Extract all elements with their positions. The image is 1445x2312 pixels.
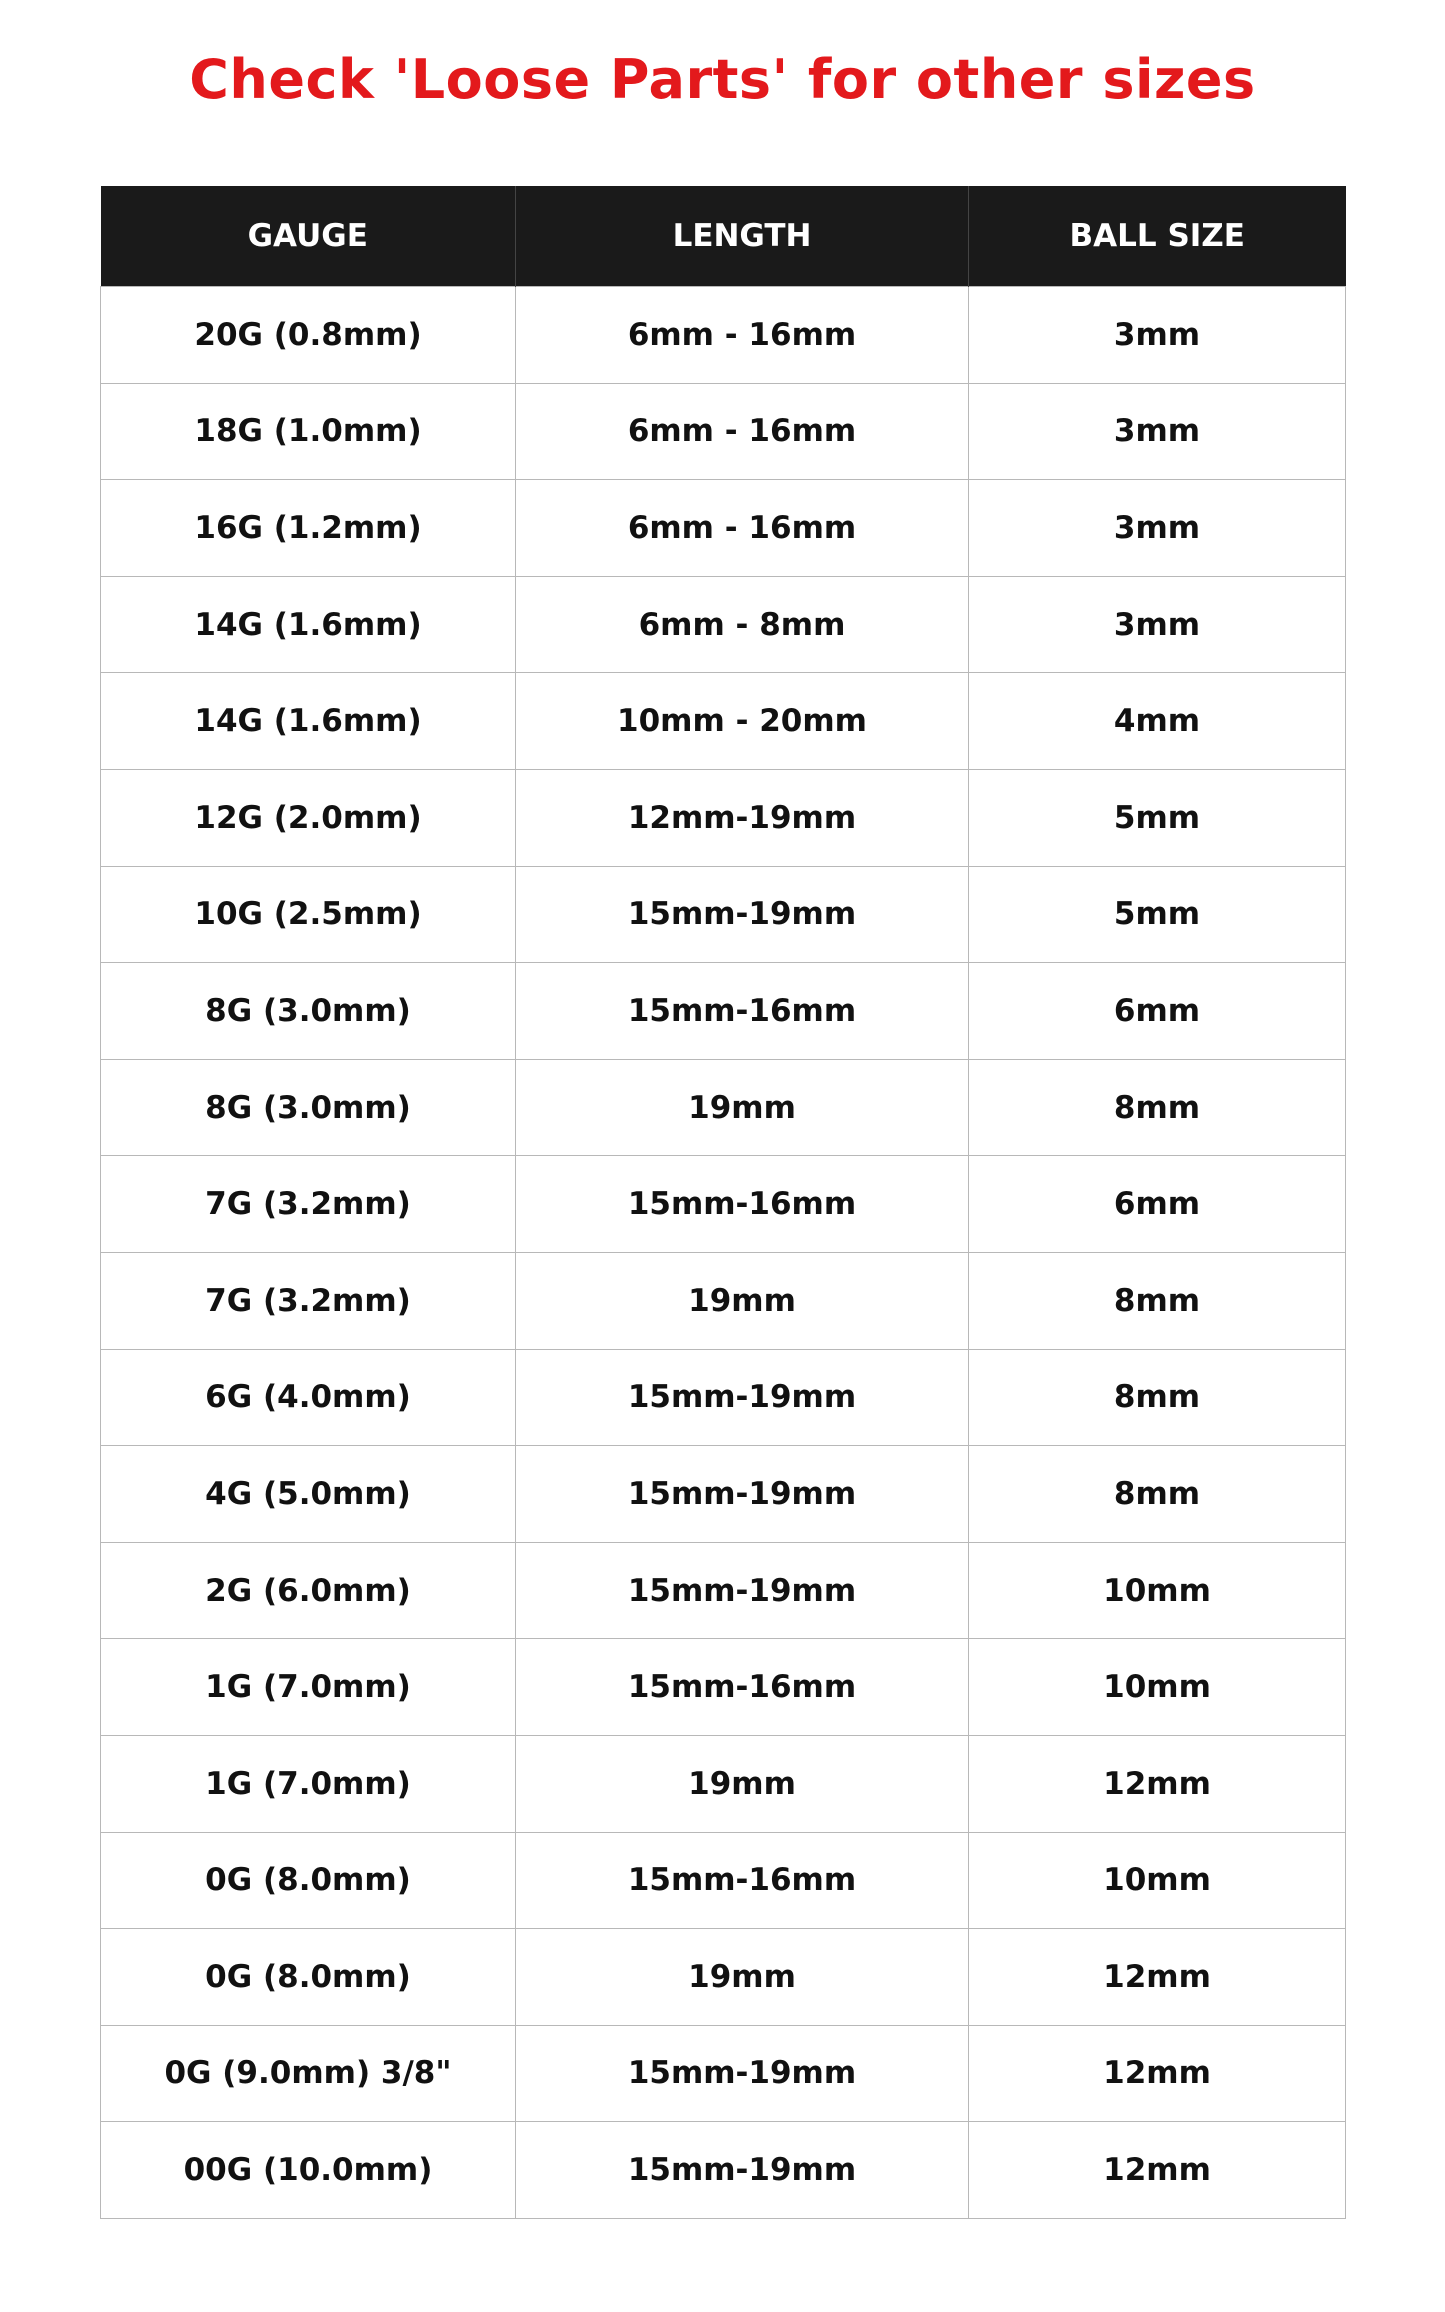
table-row <box>101 576 1346 673</box>
table-row <box>101 673 1346 770</box>
length-cell: 15mm-19mm <box>516 2025 969 2122</box>
length-cell: 6mm - 16mm <box>516 480 969 577</box>
length-cell: 10mm - 20mm <box>516 673 969 770</box>
gauge-cell: 0G (8.0mm) <box>101 1832 516 1929</box>
gauge-cell: 14G (1.6mm) <box>101 673 516 770</box>
gauge-cell: 00G (10.0mm) <box>101 2122 516 2219</box>
ball-size-cell: 3mm <box>969 383 1346 480</box>
gauge-cell: 1G (7.0mm) <box>101 1639 516 1736</box>
ball-size-cell: 3mm <box>969 576 1346 673</box>
table-body <box>101 287 1346 2219</box>
column-header-length: LENGTH <box>516 186 969 287</box>
table-header <box>101 186 1346 287</box>
gauge-cell: 7G (3.2mm) <box>101 1252 516 1349</box>
ball-size-cell: 6mm <box>969 963 1346 1060</box>
length-cell: 15mm-16mm <box>516 1639 969 1736</box>
ball-size-cell: 10mm <box>969 1832 1346 1929</box>
table-row <box>101 480 1346 577</box>
ball-size-cell: 5mm <box>969 769 1346 866</box>
table-row <box>101 2122 1346 2219</box>
table-row <box>101 1446 1346 1543</box>
table-row <box>101 1929 1346 2026</box>
length-cell: 15mm-16mm <box>516 1156 969 1253</box>
column-header-gauge: GAUGE <box>101 186 516 287</box>
table-row <box>101 1735 1346 1832</box>
table-row <box>101 1059 1346 1156</box>
ball-size-cell: 8mm <box>969 1059 1346 1156</box>
table-row <box>101 1252 1346 1349</box>
length-cell: 6mm - 8mm <box>516 576 969 673</box>
gauge-cell: 0G (8.0mm) <box>101 1929 516 2026</box>
gauge-cell: 16G (1.2mm) <box>101 480 516 577</box>
table-row <box>101 1156 1346 1253</box>
ball-size-cell: 8mm <box>969 1446 1346 1543</box>
ball-size-cell: 5mm <box>969 866 1346 963</box>
gauge-cell: 4G (5.0mm) <box>101 1446 516 1543</box>
table-header-row <box>101 186 1346 287</box>
table-row <box>101 769 1346 866</box>
length-cell: 12mm-19mm <box>516 769 969 866</box>
table-row <box>101 383 1346 480</box>
gauge-cell: 6G (4.0mm) <box>101 1349 516 1446</box>
table-row <box>101 1349 1346 1446</box>
ball-size-cell: 12mm <box>969 2122 1346 2219</box>
gauge-cell: 12G (2.0mm) <box>101 769 516 866</box>
length-cell: 19mm <box>516 1929 969 2026</box>
ball-size-cell: 3mm <box>969 287 1346 384</box>
ball-size-cell: 8mm <box>969 1349 1346 1446</box>
length-cell: 15mm-16mm <box>516 963 969 1060</box>
ball-size-cell: 10mm <box>969 1542 1346 1639</box>
gauge-cell: 1G (7.0mm) <box>101 1735 516 1832</box>
length-cell: 6mm - 16mm <box>516 287 969 384</box>
table-row <box>101 2025 1346 2122</box>
length-cell: 19mm <box>516 1252 969 1349</box>
length-cell: 19mm <box>516 1059 969 1156</box>
gauge-size-table <box>100 186 1346 2219</box>
ball-size-cell: 3mm <box>969 480 1346 577</box>
length-cell: 6mm - 16mm <box>516 383 969 480</box>
ball-size-cell: 10mm <box>969 1639 1346 1736</box>
gauge-cell: 10G (2.5mm) <box>101 866 516 963</box>
gauge-cell: 0G (9.0mm) 3/8" <box>101 2025 516 2122</box>
length-cell: 19mm <box>516 1735 969 1832</box>
ball-size-cell: 8mm <box>969 1252 1346 1349</box>
table-row <box>101 963 1346 1060</box>
length-cell: 15mm-19mm <box>516 1349 969 1446</box>
table-row <box>101 287 1346 384</box>
ball-size-cell: 12mm <box>969 2025 1346 2122</box>
ball-size-cell: 12mm <box>969 1735 1346 1832</box>
gauge-cell: 20G (0.8mm) <box>101 287 516 384</box>
ball-size-cell: 12mm <box>969 1929 1346 2026</box>
length-cell: 15mm-16mm <box>516 1832 969 1929</box>
gauge-cell: 18G (1.0mm) <box>101 383 516 480</box>
table-row <box>101 1542 1346 1639</box>
page-heading: Check 'Loose Parts' for other sizes <box>189 48 1256 111</box>
gauge-cell: 2G (6.0mm) <box>101 1542 516 1639</box>
ball-size-cell: 4mm <box>969 673 1346 770</box>
length-cell: 15mm-19mm <box>516 1446 969 1543</box>
length-cell: 15mm-19mm <box>516 866 969 963</box>
gauge-cell: 8G (3.0mm) <box>101 963 516 1060</box>
gauge-cell: 7G (3.2mm) <box>101 1156 516 1253</box>
gauge-cell: 14G (1.6mm) <box>101 576 516 673</box>
table-row <box>101 866 1346 963</box>
gauge-cell: 8G (3.0mm) <box>101 1059 516 1156</box>
table-row <box>101 1832 1346 1929</box>
column-header-ball-size: BALL SIZE <box>969 186 1346 287</box>
length-cell: 15mm-19mm <box>516 2122 969 2219</box>
ball-size-cell: 6mm <box>969 1156 1346 1253</box>
table-row <box>101 1639 1346 1736</box>
length-cell: 15mm-19mm <box>516 1542 969 1639</box>
